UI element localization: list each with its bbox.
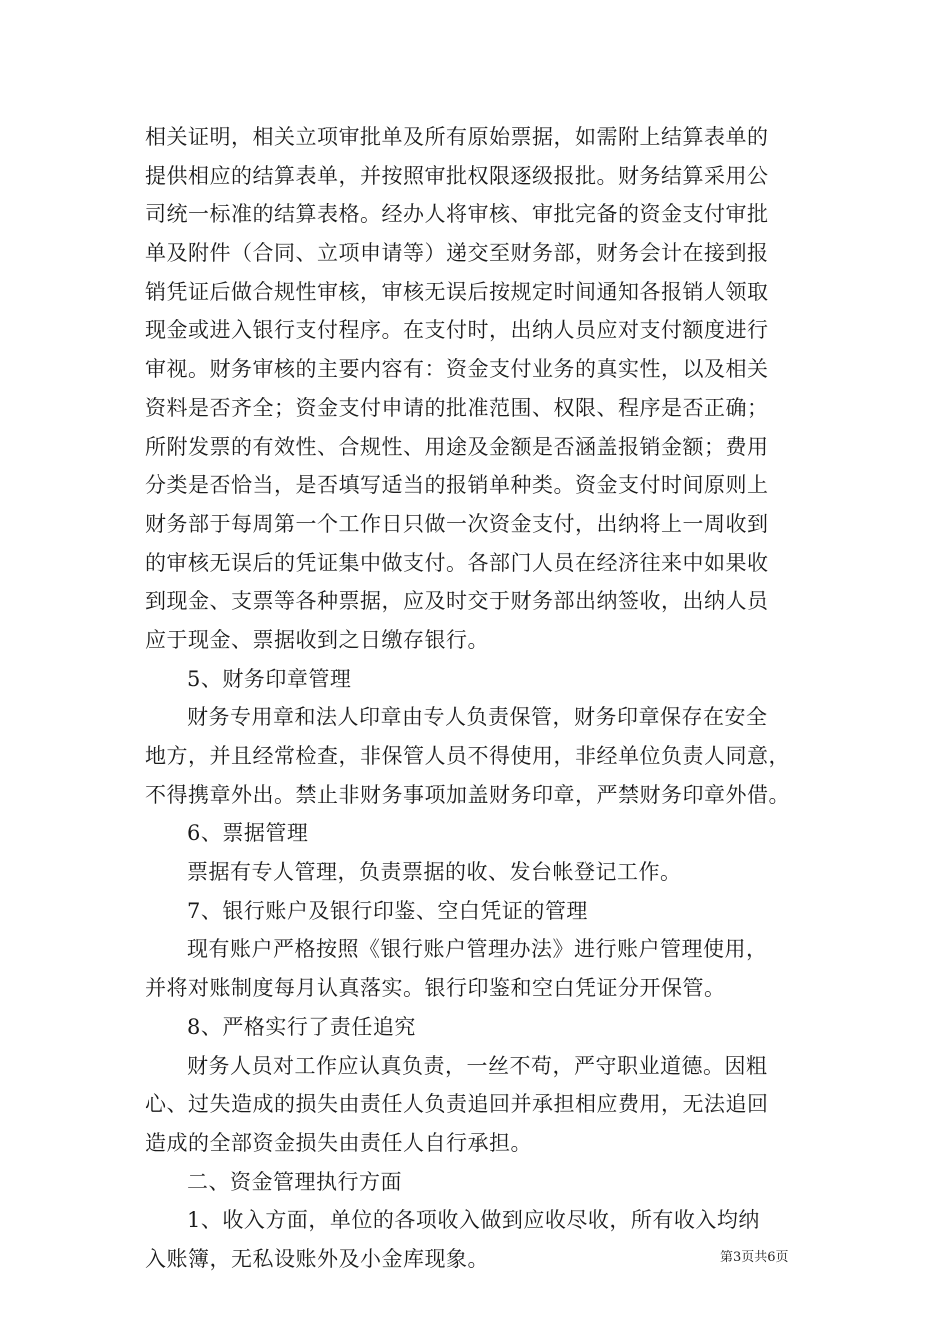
text-line: 司统一标准的结算表格。经办人将审核、审批完备的资金支付审批: [145, 202, 769, 227]
text-line: 现有账户严格按照《银行账户管理办法》进行账户管理使用，: [187, 937, 768, 962]
text-line: 入账簿，无私设账外及小金库现象。: [145, 1246, 489, 1271]
text-line: 审视。财务审核的主要内容有：资金支付业务的真实性，以及相关: [145, 357, 769, 382]
text-line: 6、票据管理: [187, 821, 309, 846]
text-line: 财务部于每周第一个工作日只做一次资金支付，出纳将上一周收到: [145, 511, 769, 536]
text-line: 财务人员对工作应认真负责，一丝不苟，严守职业道德。因粗: [187, 1053, 768, 1078]
text-line: 不得携章外出。禁止非财务事项加盖财务印章，严禁财务印章外借。: [145, 782, 790, 807]
document-body: [145, 118, 835, 1279]
page-number: 第3页共6页: [720, 1250, 789, 1265]
text-line: 现金或进入银行支付程序。在支付时，出纳人员应对支付额度进行: [145, 318, 769, 343]
text-line: 分类是否恰当，是否填写适当的报销单种类。资金支付时间原则上: [145, 473, 769, 498]
text-line: 心、过失造成的损失由责任人负责追回并承担相应费用，无法追回: [145, 1092, 769, 1117]
text-line: 的审核无误后的凭证集中做支付。各部门人员在经济往来中如果收: [145, 550, 769, 575]
text-line: 5、财务印章管理: [187, 666, 352, 691]
text-line: 销凭证后做合规性审核，审核无误后按规定时间通知各报销人领取: [145, 279, 769, 304]
text-line: 二、资金管理执行方面: [187, 1169, 402, 1194]
text-line: 单及附件（合同、立项申请等）递交至财务部，财务会计在接到报: [145, 241, 769, 266]
text-line: 票据有专人管理，负责票据的收、发台帐登记工作。: [187, 860, 682, 885]
text-line: 1、收入方面，单位的各项收入做到应收尽收，所有收入均纳: [187, 1208, 760, 1233]
text-line: 到现金、支票等各种票据，应及时交于财务部出纳签收，出纳人员: [145, 589, 769, 614]
text-line: 8、严格实行了责任追究: [187, 1014, 416, 1039]
text-line: 所附发票的有效性、合规性、用途及金额是否涵盖报销金额；费用: [145, 434, 769, 459]
text-line: 提供相应的结算表单，并按照审批权限逐级报批。财务结算采用公: [145, 163, 769, 188]
text-line: 7、银行账户及银行印鉴、空白凭证的管理: [187, 898, 588, 923]
text-line: 地方，并且经常检查，非保管人员不得使用，非经单位负责人同意，: [145, 744, 790, 768]
text-line: 相关证明，相关立项审批单及所有原始票据，如需附上结算表单的: [145, 125, 769, 149]
text-line: 资料是否齐全；资金支付申请的批准范围、权限、程序是否正确；: [145, 395, 769, 420]
text-line: 并将对账制度每月认真落实。银行印鉴和空白凭证分开保管。: [145, 976, 726, 1001]
text-line: 造成的全部资金损失由责任人自行承担。: [145, 1130, 532, 1155]
text-line: 应于现金、票据收到之日缴存银行。: [145, 627, 489, 652]
text-line: 财务专用章和法人印章由专人负责保管，财务印章保存在安全: [187, 705, 768, 730]
